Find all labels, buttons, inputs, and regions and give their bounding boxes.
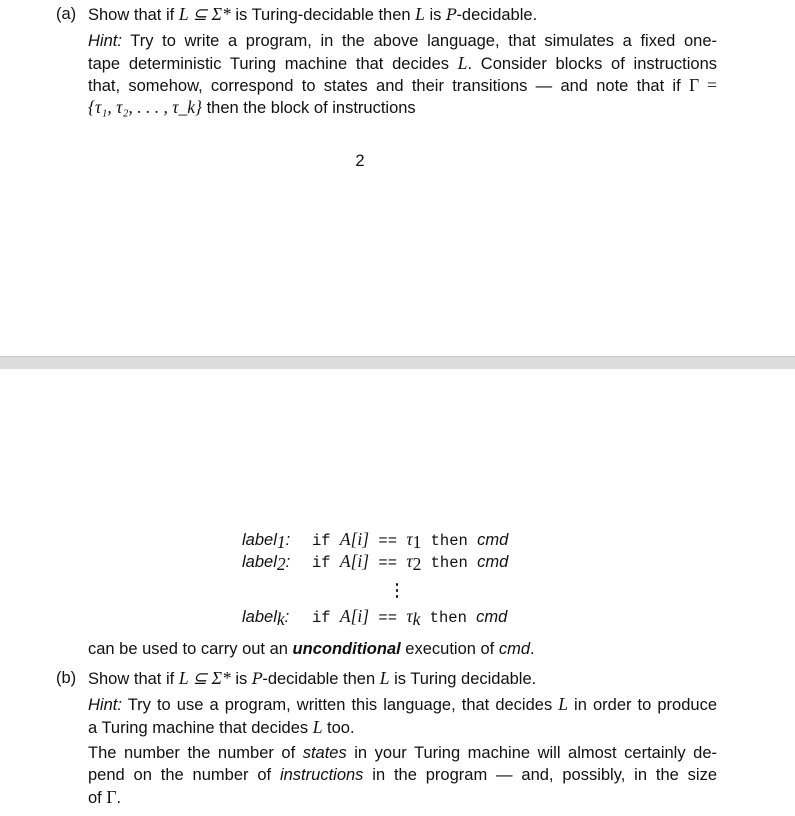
math-L: L (379, 668, 390, 688)
math-array: A[i] (339, 529, 370, 549)
text: of (88, 789, 107, 807)
text: can be used to carry out an (88, 640, 293, 658)
math-L: L (415, 4, 425, 24)
text: execution of (400, 640, 499, 658)
part-b-hint-line1 (88, 693, 717, 716)
part-a-label: (a) (56, 5, 77, 23)
text: . (530, 640, 535, 658)
block-row-2 (242, 550, 508, 574)
keyword-then: then (421, 554, 478, 572)
hint-word: Hint: (88, 696, 122, 714)
text: label (242, 553, 277, 571)
text: -decidable then (262, 670, 380, 688)
keyword-then: then (420, 609, 477, 627)
math-gamma: Γ (106, 787, 117, 807)
row-label: label$_k$: (242, 608, 290, 629)
text: is (424, 6, 446, 24)
operator-eq: == (369, 532, 407, 550)
part-a-hint-line2 (88, 52, 717, 75)
math-array: A[i] (339, 606, 370, 626)
part-b-note-line2 (88, 764, 717, 786)
math-tau: τ (406, 529, 413, 549)
keyword-if: if (312, 609, 340, 627)
subscript: 2 (412, 554, 422, 574)
math-P: P (251, 670, 263, 688)
math-L: L (312, 717, 323, 737)
text: that, somehow, correspond to states and their transitions — and note that if (88, 77, 689, 95)
text: . Consider blocks of instructions (467, 55, 717, 73)
part-b-hint-line2 (88, 716, 355, 739)
text: too. (322, 719, 355, 737)
subscript: 1 (412, 532, 422, 552)
subscript: k (276, 609, 285, 629)
keyword-then: then (421, 532, 478, 550)
text: Show that if (88, 6, 179, 24)
emphasis-instructions: instructions (279, 766, 364, 784)
text: in order to produce (568, 696, 717, 714)
math-L: L (558, 694, 568, 714)
part-a-hint-line4 (88, 96, 416, 119)
math-L: L (457, 53, 468, 73)
math-tau: τ (406, 551, 413, 571)
math-subset: L ⊆ Σ* (178, 668, 231, 688)
text: Show that if (88, 670, 179, 688)
part-a-claim (88, 3, 537, 26)
page-number: 2 (355, 152, 365, 170)
text: label (242, 608, 277, 626)
cmd-word: cmd (476, 608, 508, 626)
page-separator (0, 356, 795, 370)
emphasis-states: states (302, 744, 347, 762)
text: in the program — and, possibly, in the size (363, 766, 718, 784)
subscript: k (412, 609, 421, 629)
subscript: 1 (276, 532, 286, 552)
vertical-ellipsis (392, 583, 402, 601)
text: tape deterministic Turing machine that decides (88, 55, 458, 73)
text: is (230, 670, 252, 688)
subscript: 2 (276, 554, 286, 574)
block-row-k (242, 605, 507, 629)
operator-eq: == (369, 609, 407, 627)
text: pend on the number of (88, 766, 280, 784)
emphasis-unconditional: unconditional (292, 640, 401, 658)
part-b-claim (88, 667, 536, 690)
part-b-note-line1 (88, 742, 717, 764)
text: Try to use a program, written this language, that decides (121, 696, 559, 714)
text: The number the number of (88, 744, 303, 762)
part-b-note-line3 (88, 786, 121, 809)
row-label: label$_2$: (242, 553, 291, 574)
block-explanation (88, 638, 535, 660)
math-gamma: Γ = (688, 75, 717, 95)
operator-eq: == (369, 554, 407, 572)
text: then the block of instructions (201, 99, 416, 117)
text: in your Turing machine will almost certainly de- (346, 744, 717, 762)
text: is Turing-decidable then (230, 6, 416, 24)
math-P: P (446, 6, 457, 24)
text: . (116, 789, 122, 807)
part-b-label: (b) (56, 669, 77, 687)
cmd-word: cmd (477, 553, 509, 571)
math-subset: L ⊆ Σ* (178, 4, 231, 24)
text: label (242, 531, 277, 549)
part-a-hint-line3 (88, 74, 717, 97)
page-top (0, 0, 795, 356)
keyword-if: if (312, 532, 340, 550)
text: -decidable. (456, 6, 538, 24)
cmd-word: cmd (498, 640, 531, 658)
text: a Turing machine that decides (88, 719, 313, 737)
block-row-1 (242, 528, 508, 552)
math-array: A[i] (339, 551, 370, 571)
hint-word: Hint: (88, 32, 122, 50)
row-label: label$_1$: (242, 531, 291, 552)
text: is Turing decidable. (389, 670, 537, 688)
math-tau: τ (406, 606, 413, 626)
keyword-if: if (312, 554, 340, 572)
part-a-hint-line1 (88, 30, 717, 52)
cmd-word: cmd (477, 531, 509, 549)
text: Try to write a program, in the above language, that simulates a fixed one- (121, 32, 717, 50)
math-tau-set: {τ₁, τ₂, . . . , τ_k} (88, 97, 202, 117)
